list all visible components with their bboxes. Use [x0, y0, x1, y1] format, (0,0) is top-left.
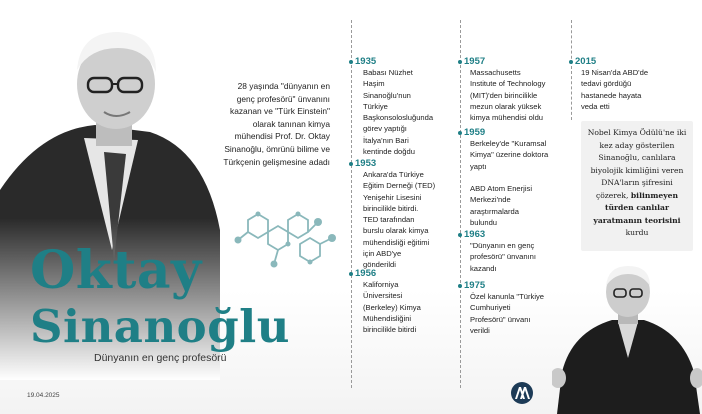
event-year: 1956	[355, 268, 377, 279]
timeline-event	[464, 56, 572, 123]
timeline-event	[355, 268, 460, 335]
timeline-dot	[349, 272, 353, 276]
event-text: Ankara'da Türkiye Eğitim Derneği (TED) Yenişehir Lisesini birincilikle bitirdi. TED tarafından burslu olarak kimya mühendisliği eğitimi için ABD'ye gönderildi	[363, 170, 436, 270]
timeline-event	[464, 127, 572, 228]
title-first-name: Oktay	[30, 240, 202, 301]
event-year: 2015	[575, 56, 597, 67]
note-text	[586, 127, 688, 240]
timeline-dot	[349, 162, 353, 166]
timeline-event	[575, 56, 685, 112]
subtitle: Dünyanın en genç profesörü	[94, 352, 227, 364]
title-last-name: Sinanoğlu	[30, 300, 290, 353]
event-year: 1963	[464, 229, 486, 240]
note-part1: Nobel Kimya Ödülü'ne iki kez aday gösterilen Sinanoğlu, canlılara biyolojik kimliğini veren DNA'ların şifresini çözerek,	[587, 128, 687, 200]
event-text: Kaliforniya Üniversitesi (Berkeley) Kimya Mühendisliğini birincilikle bitirdi	[363, 280, 421, 335]
aa-logo	[510, 381, 534, 405]
timeline-dot	[349, 60, 353, 64]
timeline-event	[355, 56, 460, 157]
timeline-line-1	[351, 20, 353, 388]
molecule-illustration	[228, 200, 346, 278]
event-text: 19 Nisan'da ABD'de tedavi gördüğü hastanede hayata veda etti	[581, 68, 649, 111]
event-year: 1935	[355, 56, 377, 67]
intro-text: 28 yaşında "dünyanın en genç profesörü" ünvanını kazanan ve "Türk Einstein" olarak tanınan kimya mühendisi Prof. Dr. Oktay Sinanoğlu, ömrünü bilime ve Türkçenin gelişmesine adadı	[223, 81, 330, 167]
timeline-line-2	[460, 20, 462, 388]
event-year: 1975	[464, 280, 486, 291]
event-text: "Dünyanın en genç profesörü" ünvanını kazandı	[470, 241, 537, 273]
timeline-event	[355, 158, 460, 271]
event-text: Berkeley'de "Kuramsal Kimya" üzerine doktora yaptı ABD Atom Enerjisi Merkezi'nde araştırmalarda bulundu	[470, 139, 549, 228]
note-bold: bilinmeyen türden canlılar yaratmanın teorisini	[593, 190, 681, 225]
event-year: 1957	[464, 56, 486, 67]
publish-date: 19.04.2025	[27, 392, 60, 399]
event-text: Massachusetts Institute of Technology (MIT)'den birincilikle mezun olarak yüksek kimya mühendisi oldu	[470, 68, 546, 123]
event-year: 1953	[355, 158, 377, 169]
event-year: 1959	[464, 127, 486, 138]
event-text: Özel kanunla "Türkiye Cumhuriyeti Profesörü" ünvanı verildi	[470, 292, 545, 335]
event-text: Babası Nüzhet Haşim Sinanoğlu'nun Türkiye Başkonsolosluğunda görev yaptığı İtalya'nın Bari kentinde doğdu	[363, 68, 434, 157]
note-part2: kurdu	[625, 228, 649, 237]
speaking-photo	[552, 262, 702, 414]
